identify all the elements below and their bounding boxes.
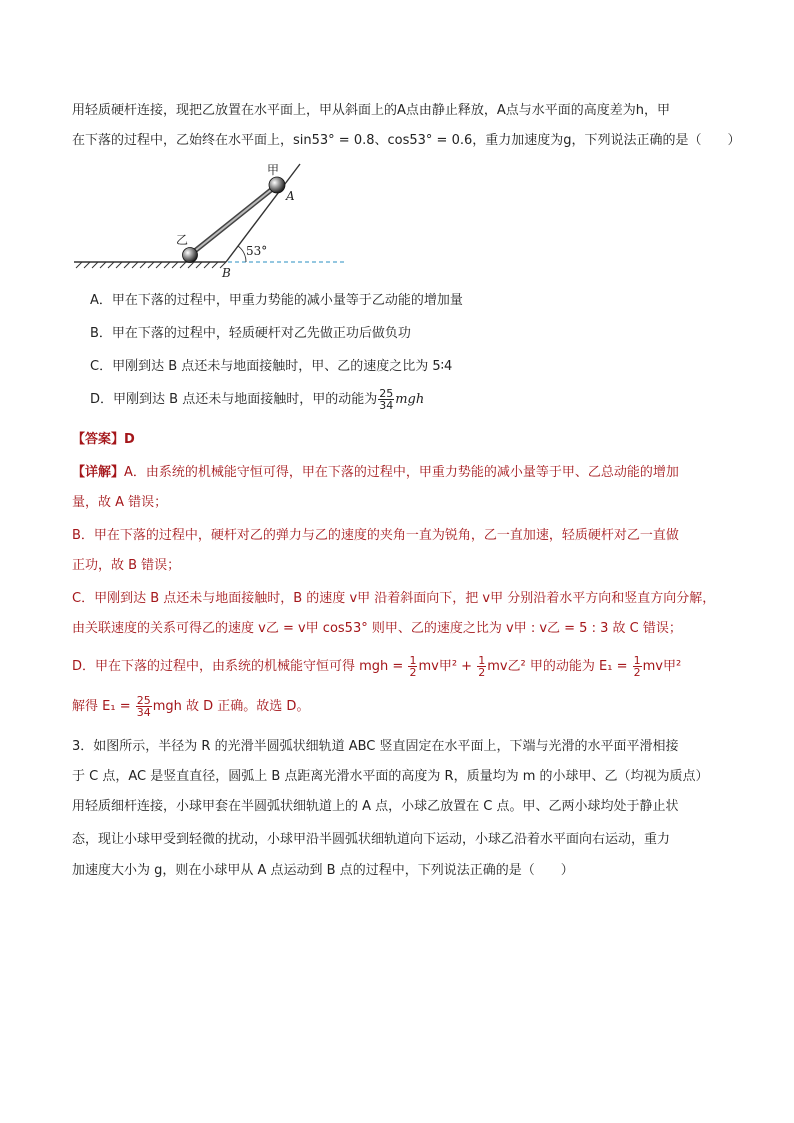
ground-hatching [76, 262, 226, 268]
explain-B-line2: 正功，故 B 错误； [72, 558, 181, 573]
option-D-text: D．甲刚到达 B 点还未与地面接触时，甲的动能为 [90, 392, 378, 407]
label-A: A [286, 189, 295, 203]
answer-line: 【答案】D [72, 432, 135, 447]
option-D-fraction: $\frac{25}{34}$ [379, 387, 394, 412]
explain-D-line1: D．甲在下落的过程中，由系统的机械能守恒可得 mgh = $\frac{1}{2}$ mv甲² + $\frac{1}{2}$ mv乙² 甲的动能为 E₁ = $\frac{1}{2}$ mv甲² [72, 654, 682, 679]
explain-A-line2: 量，故 A 错误； [72, 495, 168, 510]
option-C: C．甲刚到达 B 点还未与地面接触时，甲、乙的速度之比为 5∶4 [90, 359, 453, 374]
label-yi: 乙 [176, 233, 189, 247]
option-A: A．甲在下落的过程中，甲重力势能的减小量等于乙动能的增加量 [90, 293, 463, 308]
problem2-stem-line1: 用轻质硬杆连接，现把乙放置在水平面上，甲从斜面上的A点由静止释放，A点与水平面的高度差为h，甲 [72, 103, 671, 118]
incline-figure [68, 160, 358, 280]
option-D-mgh: mgh [395, 392, 425, 407]
option-B: B．甲在下落的过程中，轻质硬杆对乙先做正功后做负功 [90, 326, 411, 341]
problem3-line3: 用轻质细杆连接，小球甲套在半圆弧状细轨道上的 A 点，小球乙放置在 C 点。甲、乙两小球均处于静止状 [72, 799, 679, 814]
fraction-25-34: $\frac{25}{34}$ [136, 694, 151, 719]
angle-arc [238, 246, 246, 262]
explain-C-line2: 由关联速度的关系可得乙的速度 v乙 = v甲 cos53° 则甲、乙的速度之比为 v甲 : v乙 = 5 : 3 故 C 错误； [72, 621, 682, 636]
option-D [90, 385, 424, 415]
explain-A-line1: 【详解】A．由系统的机械能守恒可得，甲在下落的过程中，甲重力势能的减小量等于甲、乙总动能的增加 [72, 465, 679, 480]
label-jia: 甲 [267, 163, 280, 177]
problem3-line1: 3．如图所示，半径为 R 的光滑半圆弧状细轨道 ABC 竖直固定在水平面上，下端与光滑的水平面平滑相接 [72, 739, 679, 754]
ball-yi [183, 248, 198, 263]
label-B: B [222, 266, 231, 280]
label-angle: 53° [246, 244, 268, 258]
ball-jia [269, 177, 285, 193]
explain-B-line1: B．甲在下落的过程中，硬杆对乙的弹力与乙的速度的夹角一直为锐角，乙一直加速，轻质硬杆对乙一直做 [72, 528, 679, 543]
explain-D-line2: 解得 E₁ = $\frac{25}{34}$ mgh 故 D 正确。故选 D。 [72, 694, 310, 719]
problem3-line5: 加速度大小为 g，则在小球甲从 A 点运动到 B 点的过程中，下列说法正确的是（ ） [72, 863, 574, 878]
fraction-half-2: $\frac{1}{2}$ [478, 654, 486, 679]
problem3-line2: 于 C 点，AC 是竖直直径，圆弧上 B 点距离光滑水平面的高度为 R，质量均为 m 的小球甲、乙（均视为质点） [72, 769, 709, 784]
problem2-stem-line2: 在下落的过程中，乙始终在水平面上，sin53° = 0.8、cos53° = 0.6，重力加速度为g，下列说法正确的是（ ） [72, 133, 741, 148]
fraction-half-1: $\frac{1}{2}$ [409, 654, 417, 679]
explain-C-line1: C．甲刚到达 B 点还未与地面接触时，B 的速度 v甲 沿着斜面向下，把 v甲 分别沿着水平方向和竖直方向分解， [72, 591, 716, 606]
problem3-line4: 态，现让小球甲受到轻微的扰动，小球甲沿半圆弧状细轨道向下运动，小球乙沿着水平面向右运动，重力 [72, 832, 671, 847]
fraction-half-3: $\frac{1}{2}$ [633, 654, 641, 679]
